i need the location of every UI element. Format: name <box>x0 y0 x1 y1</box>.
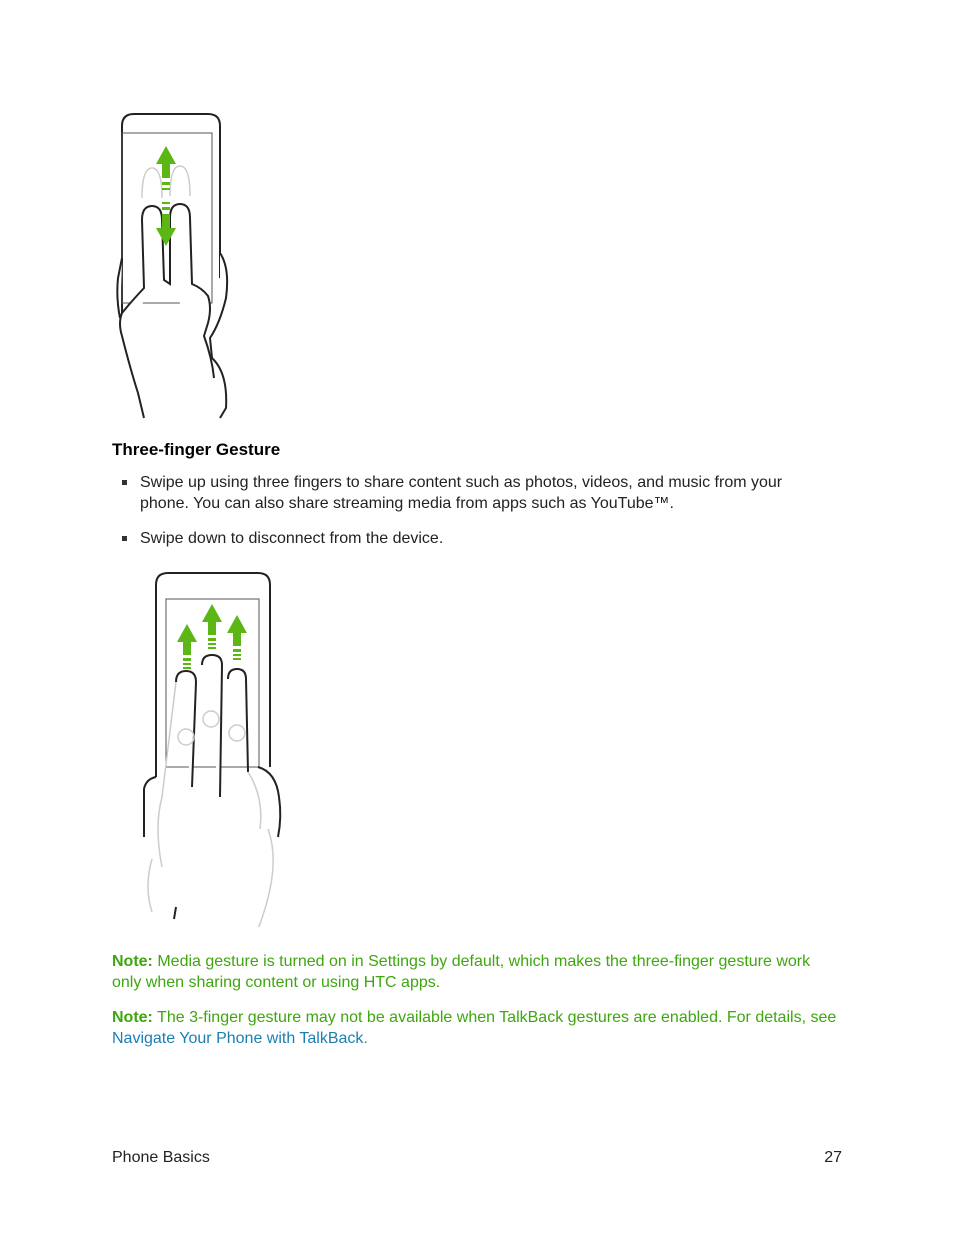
list-item <box>112 472 832 514</box>
note-label: Note: <box>112 953 153 970</box>
bullet-list <box>112 472 832 563</box>
arrow-up-icon <box>202 604 222 649</box>
note-label: Note: <box>112 1009 153 1026</box>
page-number: 27 <box>824 1149 842 1166</box>
list-item <box>112 528 832 549</box>
arrow-up-icon <box>156 146 176 190</box>
note-media-gesture <box>112 951 842 993</box>
list-item-text: Swipe up using three fingers to share content such as photos, videos, and music from your phone. You can also share streaming media from apps such as YouTube™. <box>140 474 783 512</box>
note-text: The 3-finger gesture may not be available when TalkBack gestures are enabled. For details, see <box>152 1009 837 1026</box>
arrow-up-icon <box>227 615 247 660</box>
section-heading: Three-finger Gesture <box>112 440 281 459</box>
arrow-up-icon <box>177 624 197 669</box>
note-text-end: . <box>363 1030 368 1047</box>
stroke-mark <box>174 907 176 919</box>
bullet-marker <box>122 480 127 485</box>
note-talkback <box>112 1007 842 1049</box>
note-text: Media gesture is turned on in Settings by default, which makes the three-finger gesture work only when sharing content or using HTC apps. <box>112 953 811 991</box>
talkback-link[interactable]: Navigate Your Phone with TalkBack <box>112 1030 364 1047</box>
three-finger-swipe-illustration <box>136 567 286 927</box>
list-item-text: Swipe down to disconnect from the device. <box>140 530 444 547</box>
two-finger-swipe-illustration <box>108 108 238 423</box>
bullet-marker <box>122 536 127 541</box>
hand-outline <box>117 204 227 418</box>
footer-section-title: Phone Basics <box>112 1149 210 1166</box>
